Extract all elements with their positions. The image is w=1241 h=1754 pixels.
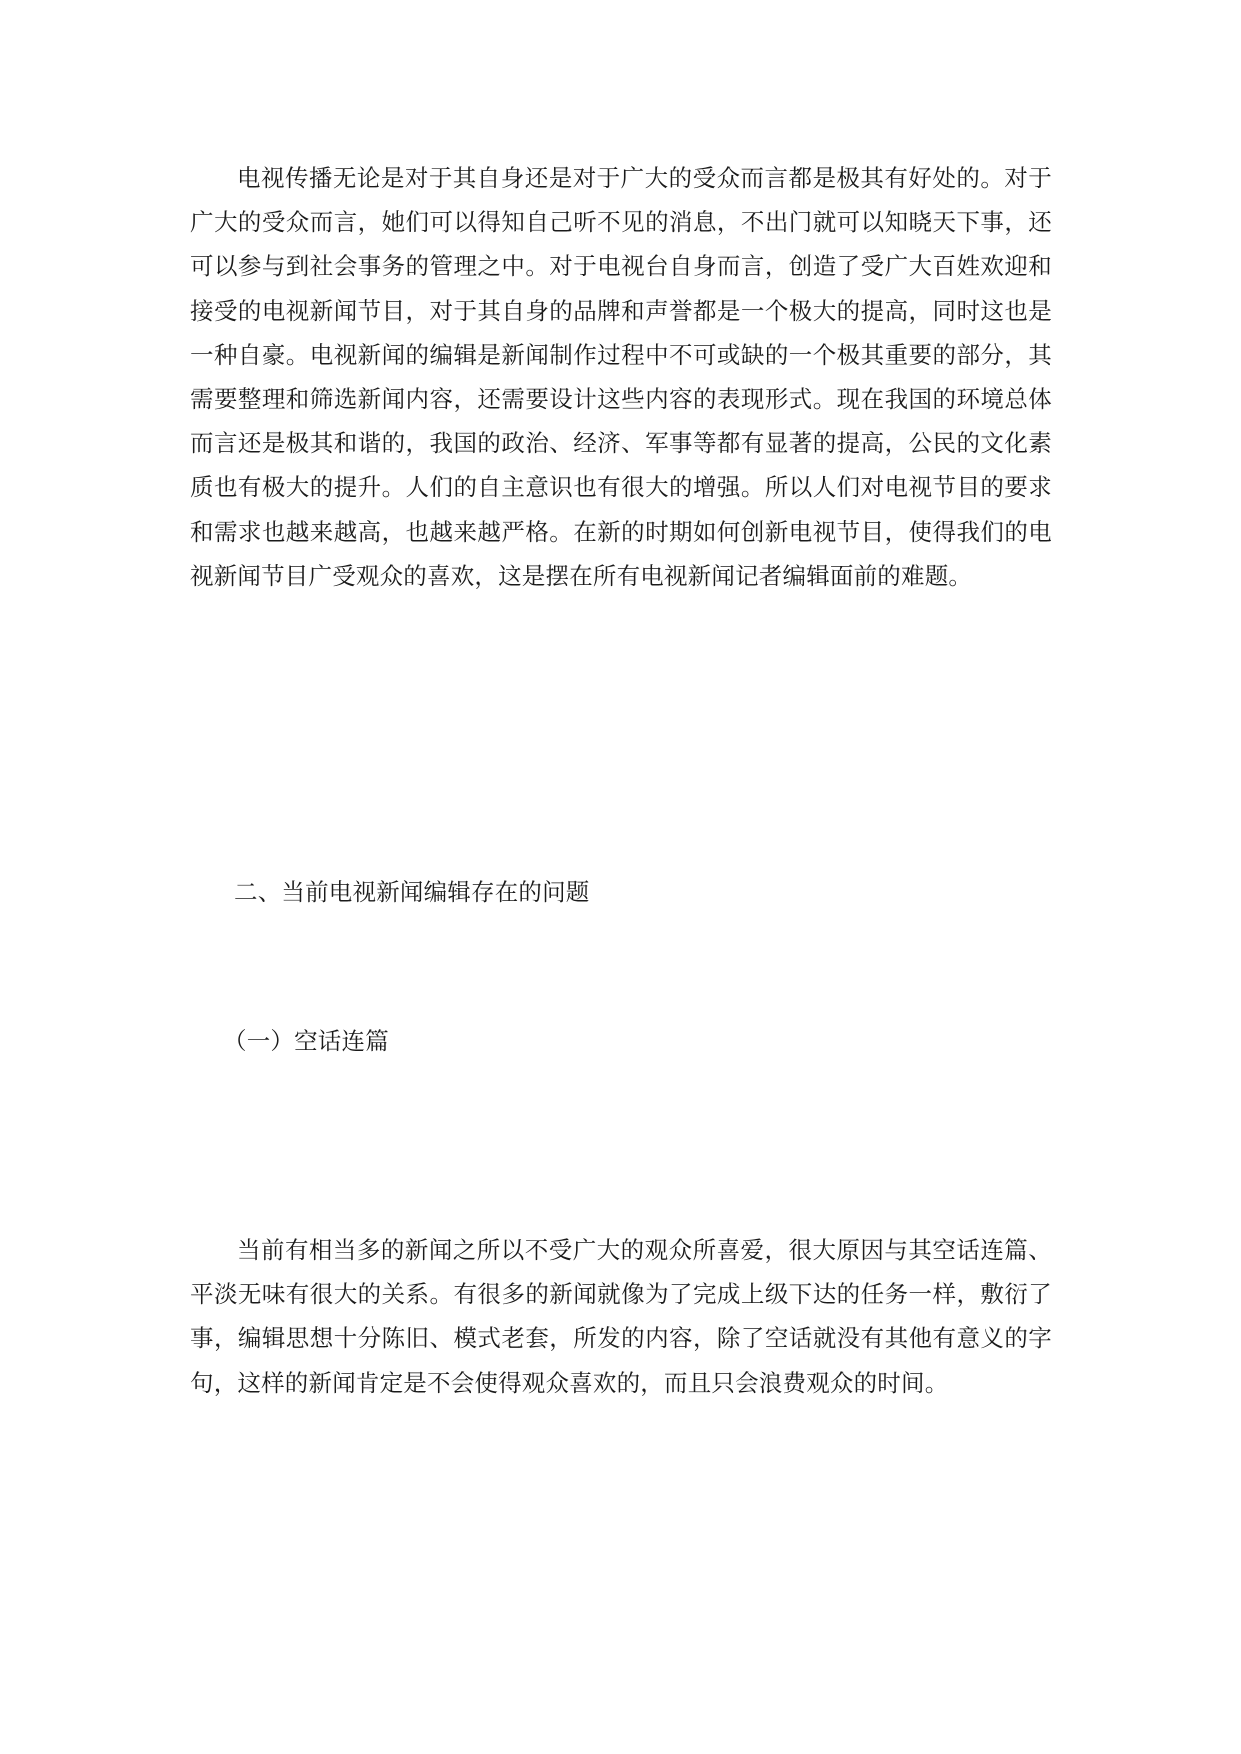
body-paragraph-empty-talk: 当前有相当多的新闻之所以不受广大的观众所喜爱，很大原因与其空话连篇、平淡无味有很大的关系。有很多的新闻就像为了完成上级下达的任务一样，敷衍了事，编辑思想十分陈旧、模式老套，所发的内容，除了空话就没有其他有意义的字句，这样的新闻肯定是不会使得观众喜欢的，而且只会浪费观众的时间。	[190, 1236, 1052, 1397]
body-paragraph-intro: 电视传播无论是对于其自身还是对于广大的受众而言都是极其有好处的。对于广大的受众而言，她们可以得知自己听不见的消息，不出门就可以知晓天下事，还可以参与到社会事务的管理之中。对于电视台自身而言，创造了受广大百姓欢迎和接受的电视新闻节目，对于其自身的品牌和声誉都是一个极大的提高，同时这也是一种自豪。电视新闻的编辑是新闻制作过程中不可或缺的一个极其重要的部分，其需要整理和筛选新闻内容，还需要设计这些内容的表现形式。现在我国的环境总体而言还是极其和谐的，我国的政治、经济、军事等都有显著的提高，公民的文化素质也有极大的提升。人们的自主意识也有很大的增强。所以人们对电视节目的要求和需求也越来越高，也越来越严格。在新的时期如何创新电视节目，使得我们的电视新闻节目广受观众的喜欢，这是摆在所有电视新闻记者编辑面前的难题。	[190, 164, 1052, 590]
subsection-heading: （一）空话连篇	[223, 1027, 389, 1055]
section-heading: 二、当前电视新闻编辑存在的问题	[234, 878, 590, 906]
